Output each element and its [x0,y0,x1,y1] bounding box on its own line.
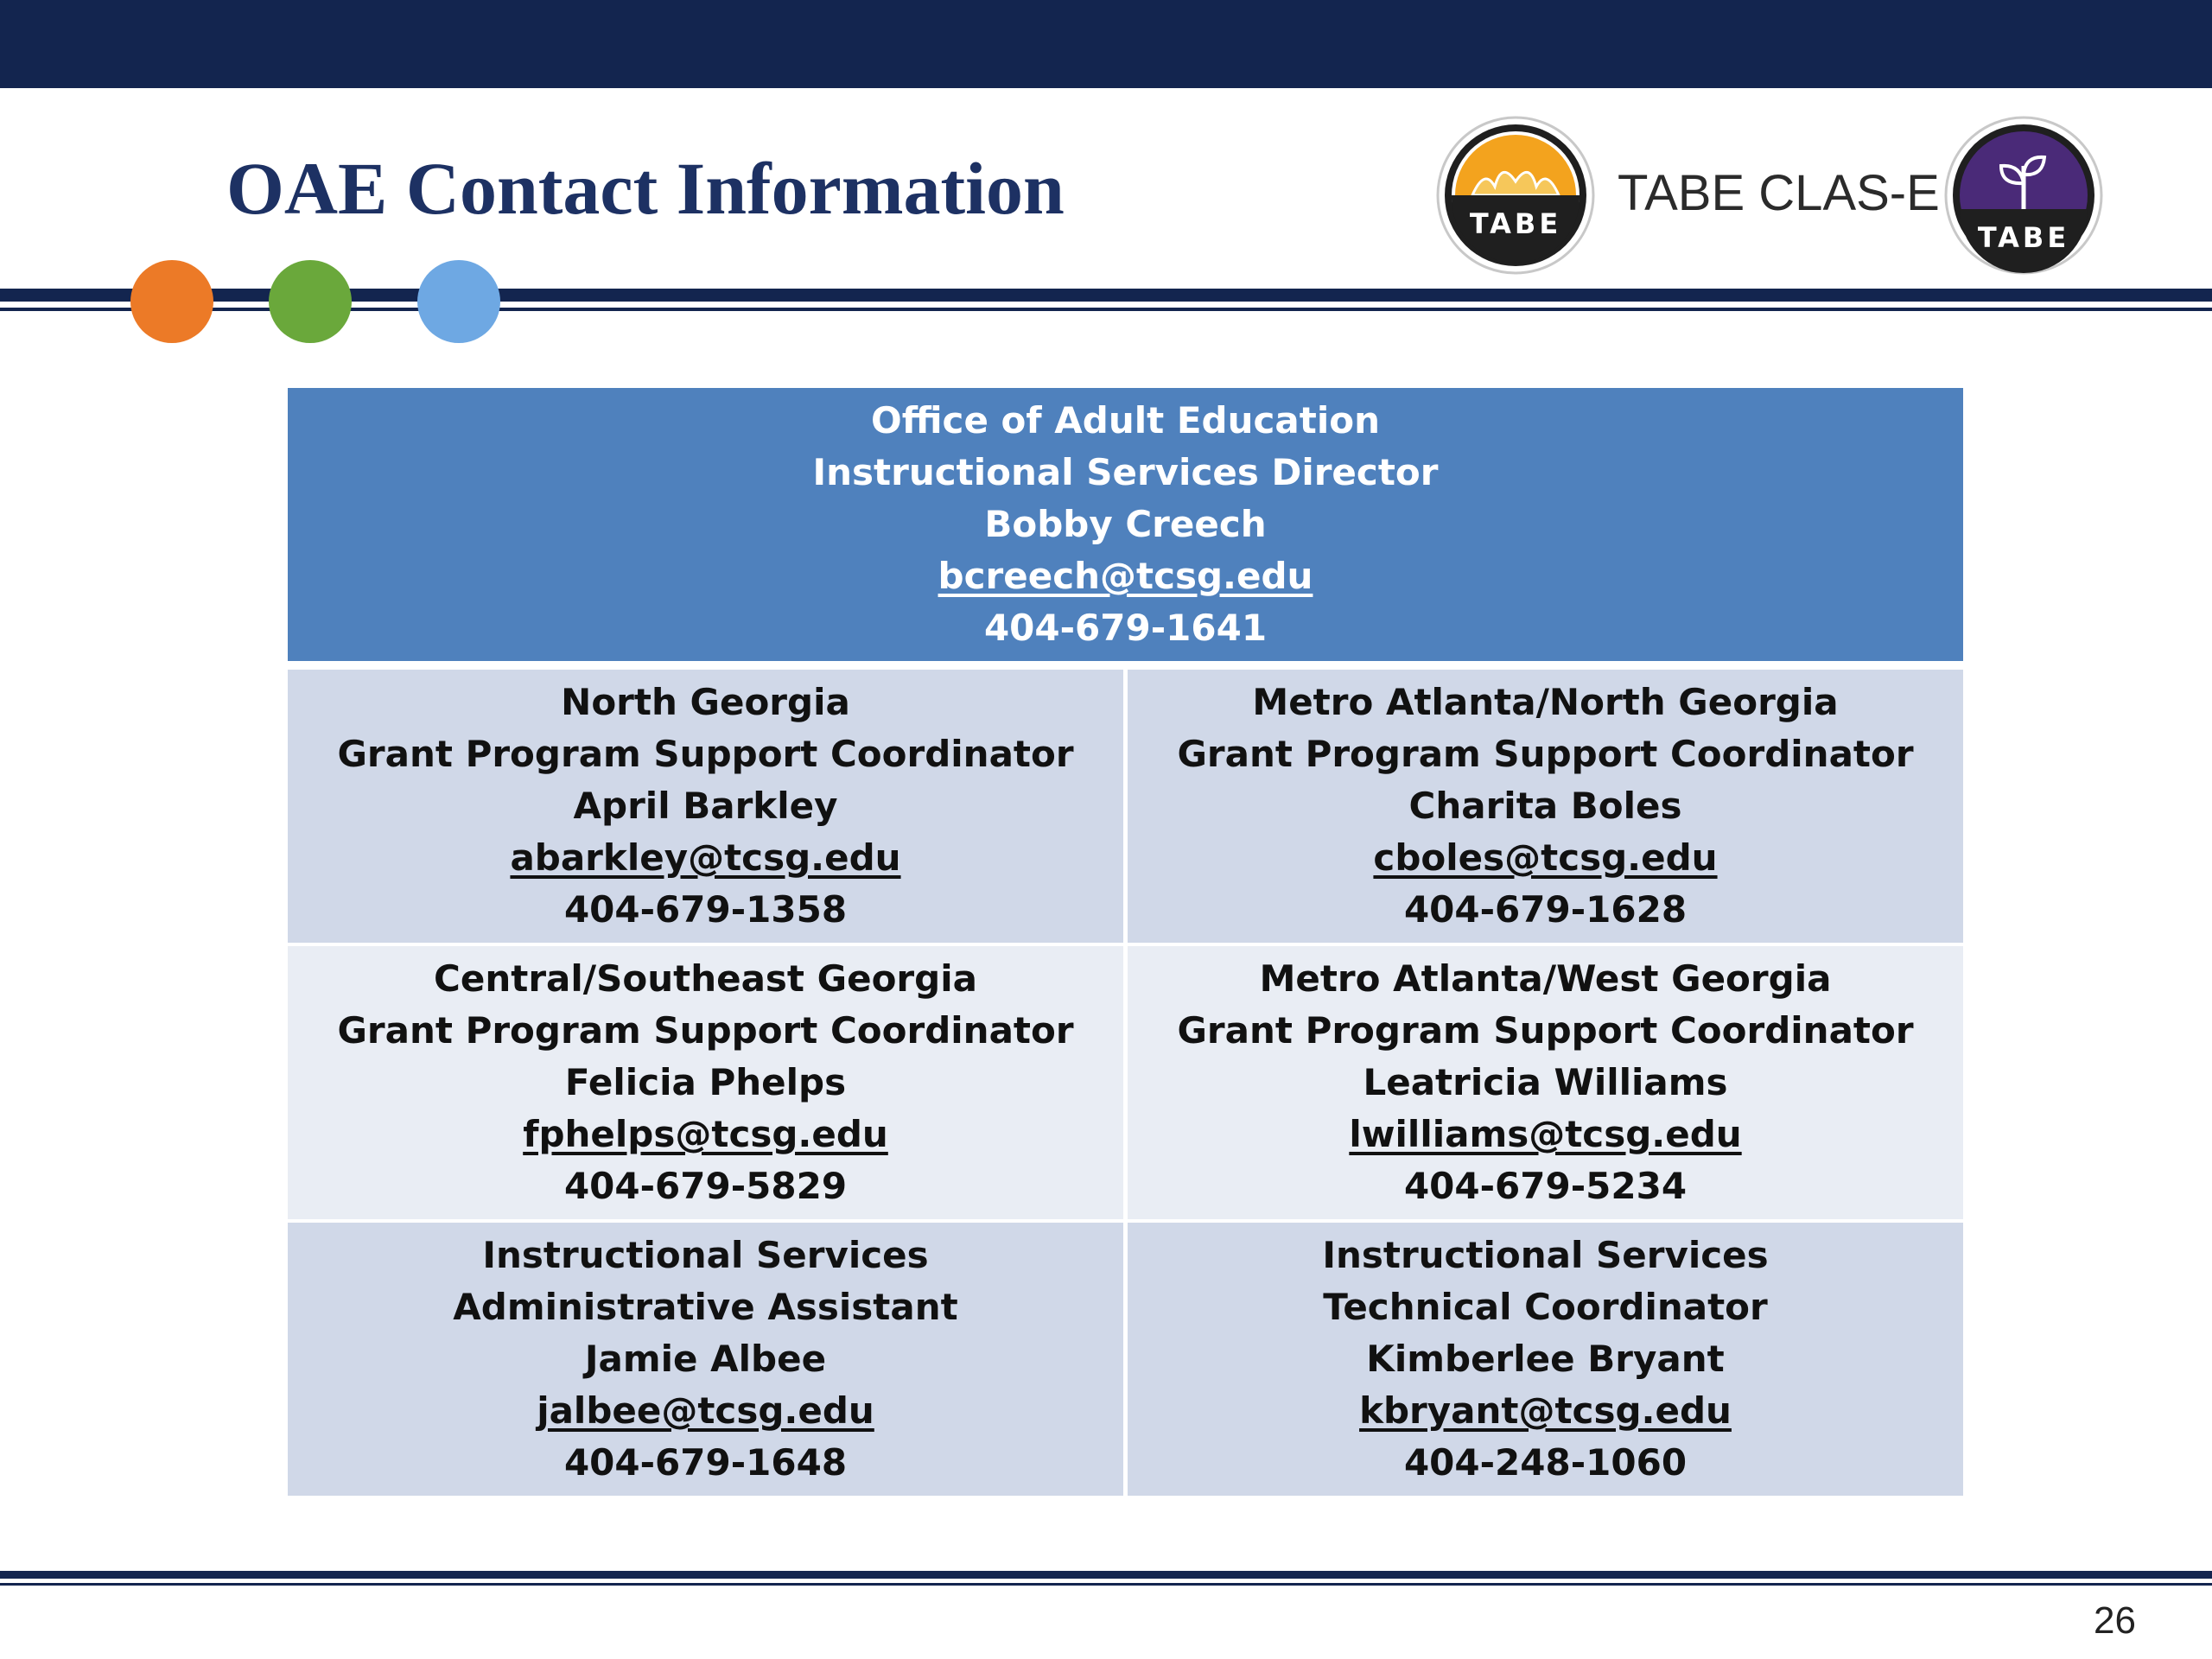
contact-email-link[interactable]: abarkley@tcsg.edu [510,836,901,879]
contact-cell [288,946,1123,1219]
contact-row-1 [288,670,1963,943]
footer-rule-thick [0,1571,2212,1579]
contact-cell [1128,946,1963,1219]
contact-email-link[interactable]: kbryant@tcsg.edu [1359,1389,1732,1432]
tabe-badge-right-text: TABE [1977,221,2070,254]
green-dot [269,260,352,343]
contact-region: Instructional Services [482,1234,929,1276]
contact-role: Administrative Assistant [453,1286,958,1328]
contact-role: Grant Program Support Coordinator [337,733,1074,775]
contact-region: Central/Southeast Georgia [434,957,977,1000]
contact-region: Metro Atlanta/North Georgia [1252,681,1839,723]
contact-phone: 404-679-1648 [563,1441,848,1484]
contact-role: Technical Coordinator [1323,1286,1768,1328]
contact-name: April Barkley [573,785,838,827]
contact-email-link[interactable]: fphelps@tcsg.edu [523,1113,888,1155]
tabe-clase-label: TABE CLAS-E [1618,165,1940,221]
contact-cell [1128,1223,1963,1496]
contact-region: Metro Atlanta/West Georgia [1259,957,1832,1000]
director-email-link[interactable]: bcreech@tcsg.edu [938,555,1313,597]
contact-cell [288,670,1123,943]
contact-email-link[interactable]: cboles@tcsg.edu [1373,836,1718,879]
director-office: Office of Adult Education [871,399,1380,442]
contact-phone: 404-679-1358 [563,888,848,931]
contact-region: Instructional Services [1322,1234,1769,1276]
tabe-sprout-logo [1944,116,2103,275]
contact-cell [1128,670,1963,943]
footer-rule-thin [0,1583,2212,1586]
contact-role: Grant Program Support Coordinator [1177,1009,1914,1052]
page-number: 26 [2094,1599,2136,1642]
contact-name: Leatricia Williams [1363,1061,1728,1103]
contact-name: Charita Boles [1408,785,1682,827]
contact-row-2 [288,946,1963,1219]
top-banner [0,0,2212,88]
contact-role: Grant Program Support Coordinator [337,1009,1074,1052]
tabe-badge-left-text: TABE [1469,207,1562,240]
contact-role: Grant Program Support Coordinator [1177,733,1914,775]
director-cell [288,388,1963,661]
contact-email-link[interactable]: jalbee@tcsg.edu [537,1389,874,1432]
contact-name: Jamie Albee [584,1338,827,1380]
contact-phone: 404-248-1060 [1403,1441,1688,1484]
slide-title: OAE Contact Information [226,147,1065,230]
contact-table [288,388,1963,1496]
orange-dot [130,260,213,343]
tabe-sun-logo [1436,116,1595,275]
contact-row-3 [288,1223,1963,1496]
contact-cell [288,1223,1123,1496]
contact-phone: 404-679-1628 [1403,888,1688,931]
contact-email-link[interactable]: lwilliams@tcsg.edu [1349,1113,1742,1155]
contact-phone: 404-679-5829 [563,1165,848,1207]
contact-name: Kimberlee Bryant [1366,1338,1725,1380]
director-role: Instructional Services Director [812,451,1439,493]
blue-dot [417,260,500,343]
director-phone: 404-679-1641 [983,607,1268,649]
contact-phone: 404-679-5234 [1403,1165,1688,1207]
contact-name: Felicia Phelps [564,1061,847,1103]
contact-region: North Georgia [561,681,850,723]
director-name: Bobby Creech [984,503,1267,545]
